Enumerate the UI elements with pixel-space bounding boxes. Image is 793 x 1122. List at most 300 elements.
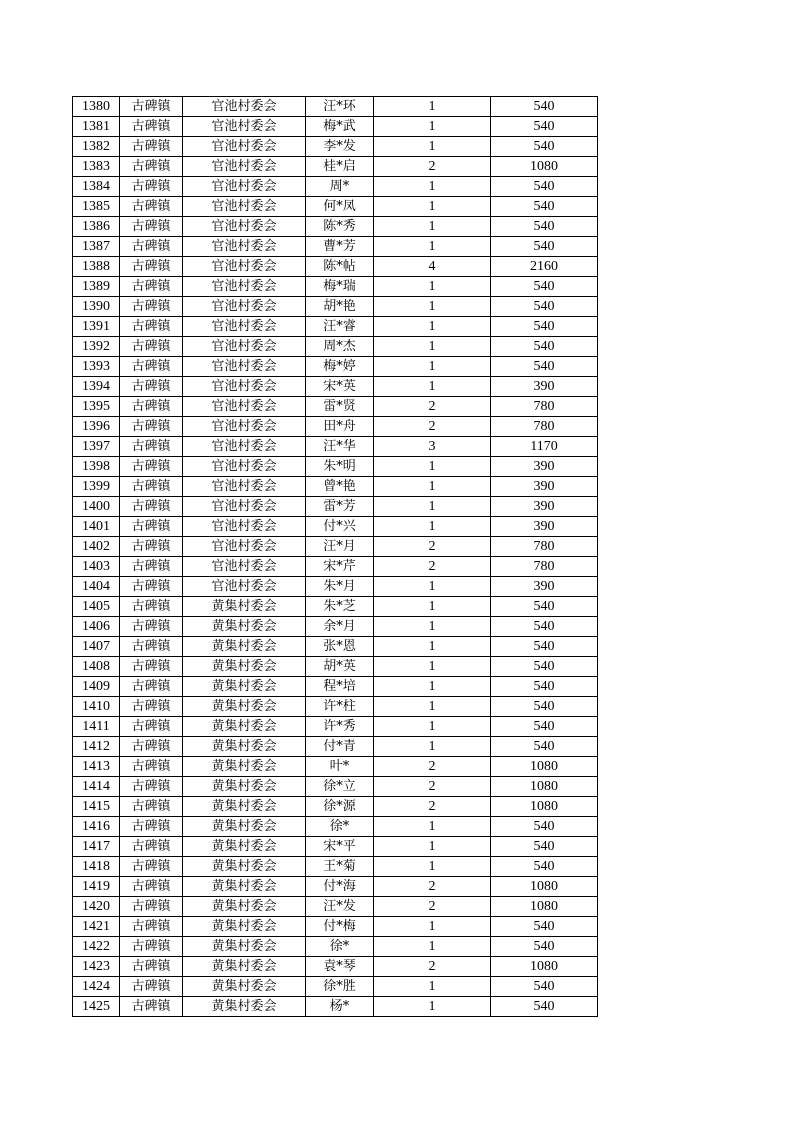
village-committee-cell: 黄集村委会 [183, 597, 306, 617]
amount-cell: 540 [491, 617, 598, 637]
name-cell: 田*舟 [306, 417, 374, 437]
name-cell: 付*梅 [306, 917, 374, 937]
table-row [73, 697, 598, 717]
serial-number-cell: 1419 [73, 877, 120, 897]
serial-number-cell: 1410 [73, 697, 120, 717]
town-cell: 古碑镇 [120, 457, 183, 477]
table-row [73, 537, 598, 557]
amount-cell: 540 [491, 917, 598, 937]
amount-cell: 540 [491, 737, 598, 757]
household-count-cell: 2 [374, 777, 491, 797]
serial-number-cell: 1387 [73, 237, 120, 257]
amount-cell: 540 [491, 277, 598, 297]
village-committee-cell: 黄集村委会 [183, 797, 306, 817]
table-row [73, 457, 598, 477]
amount-cell: 540 [491, 837, 598, 857]
amount-cell: 780 [491, 557, 598, 577]
amount-cell: 540 [491, 297, 598, 317]
village-committee-cell: 黄集村委会 [183, 957, 306, 977]
household-count-cell: 1 [374, 237, 491, 257]
village-committee-cell: 官池村委会 [183, 157, 306, 177]
serial-number-cell: 1408 [73, 657, 120, 677]
household-count-cell: 1 [374, 997, 491, 1017]
village-committee-cell: 官池村委会 [183, 317, 306, 337]
table-row [73, 877, 598, 897]
table-row [73, 417, 598, 437]
name-cell: 徐* [306, 937, 374, 957]
village-committee-cell: 黄集村委会 [183, 857, 306, 877]
serial-number-cell: 1401 [73, 517, 120, 537]
town-cell: 古碑镇 [120, 117, 183, 137]
household-count-cell: 1 [374, 857, 491, 877]
name-cell: 宋*平 [306, 837, 374, 857]
town-cell: 古碑镇 [120, 257, 183, 277]
serial-number-cell: 1420 [73, 897, 120, 917]
household-count-cell: 1 [374, 937, 491, 957]
amount-cell: 390 [491, 377, 598, 397]
table-row [73, 797, 598, 817]
town-cell: 古碑镇 [120, 997, 183, 1017]
village-committee-cell: 官池村委会 [183, 457, 306, 477]
amount-cell: 540 [491, 137, 598, 157]
name-cell: 袁*琴 [306, 957, 374, 977]
village-committee-cell: 官池村委会 [183, 197, 306, 217]
table-row [73, 337, 598, 357]
serial-number-cell: 1400 [73, 497, 120, 517]
table-row [73, 317, 598, 337]
serial-number-cell: 1394 [73, 377, 120, 397]
amount-cell: 780 [491, 417, 598, 437]
amount-cell: 390 [491, 577, 598, 597]
table-row [73, 717, 598, 737]
village-committee-cell: 官池村委会 [183, 217, 306, 237]
village-committee-cell: 黄集村委会 [183, 817, 306, 837]
household-count-cell: 4 [374, 257, 491, 277]
table-row [73, 917, 598, 937]
table-row [73, 997, 598, 1017]
amount-cell: 540 [491, 217, 598, 237]
name-cell: 许*柱 [306, 697, 374, 717]
name-cell: 朱*芝 [306, 597, 374, 617]
table-row [73, 97, 598, 117]
serial-number-cell: 1399 [73, 477, 120, 497]
serial-number-cell: 1380 [73, 97, 120, 117]
serial-number-cell: 1418 [73, 857, 120, 877]
village-committee-cell: 官池村委会 [183, 337, 306, 357]
town-cell: 古碑镇 [120, 917, 183, 937]
household-count-cell: 2 [374, 557, 491, 577]
name-cell: 汪*发 [306, 897, 374, 917]
name-cell: 徐* [306, 817, 374, 837]
town-cell: 古碑镇 [120, 157, 183, 177]
table-row [73, 237, 598, 257]
table-row [73, 677, 598, 697]
serial-number-cell: 1415 [73, 797, 120, 817]
household-count-cell: 3 [374, 437, 491, 457]
village-committee-cell: 黄集村委会 [183, 897, 306, 917]
name-cell: 许*秀 [306, 717, 374, 737]
household-count-cell: 1 [374, 117, 491, 137]
town-cell: 古碑镇 [120, 757, 183, 777]
serial-number-cell: 1397 [73, 437, 120, 457]
serial-number-cell: 1409 [73, 677, 120, 697]
town-cell: 古碑镇 [120, 377, 183, 397]
town-cell: 古碑镇 [120, 217, 183, 237]
household-count-cell: 2 [374, 757, 491, 777]
amount-cell: 1080 [491, 777, 598, 797]
town-cell: 古碑镇 [120, 737, 183, 757]
village-committee-cell: 官池村委会 [183, 117, 306, 137]
amount-cell: 540 [491, 697, 598, 717]
household-count-cell: 1 [374, 717, 491, 737]
town-cell: 古碑镇 [120, 97, 183, 117]
serial-number-cell: 1392 [73, 337, 120, 357]
town-cell: 古碑镇 [120, 897, 183, 917]
town-cell: 古碑镇 [120, 617, 183, 637]
village-committee-cell: 官池村委会 [183, 297, 306, 317]
table-row [73, 557, 598, 577]
household-count-cell: 1 [374, 597, 491, 617]
town-cell: 古碑镇 [120, 137, 183, 157]
town-cell: 古碑镇 [120, 337, 183, 357]
household-count-cell: 1 [374, 177, 491, 197]
table-row [73, 617, 598, 637]
village-committee-cell: 官池村委会 [183, 557, 306, 577]
table-row [73, 637, 598, 657]
amount-cell: 540 [491, 637, 598, 657]
village-committee-cell: 官池村委会 [183, 577, 306, 597]
name-cell: 付*海 [306, 877, 374, 897]
name-cell: 汪*华 [306, 437, 374, 457]
household-count-cell: 2 [374, 897, 491, 917]
name-cell: 宋*芹 [306, 557, 374, 577]
household-count-cell: 1 [374, 917, 491, 937]
household-count-cell: 1 [374, 137, 491, 157]
serial-number-cell: 1424 [73, 977, 120, 997]
household-count-cell: 2 [374, 157, 491, 177]
table-row [73, 477, 598, 497]
name-cell: 朱*月 [306, 577, 374, 597]
village-committee-cell: 黄集村委会 [183, 637, 306, 657]
table-row [73, 737, 598, 757]
name-cell: 胡*英 [306, 657, 374, 677]
household-count-cell: 2 [374, 957, 491, 977]
amount-cell: 540 [491, 597, 598, 617]
amount-cell: 540 [491, 117, 598, 137]
table-row [73, 137, 598, 157]
amount-cell: 540 [491, 97, 598, 117]
village-committee-cell: 黄集村委会 [183, 737, 306, 757]
village-committee-cell: 官池村委会 [183, 137, 306, 157]
table-row [73, 217, 598, 237]
town-cell: 古碑镇 [120, 297, 183, 317]
serial-number-cell: 1422 [73, 937, 120, 957]
village-committee-cell: 官池村委会 [183, 417, 306, 437]
table-row [73, 937, 598, 957]
household-count-cell: 1 [374, 317, 491, 337]
name-cell: 周*杰 [306, 337, 374, 357]
table-row [73, 117, 598, 137]
household-count-cell: 2 [374, 397, 491, 417]
table-row [73, 577, 598, 597]
name-cell: 陈*帖 [306, 257, 374, 277]
village-committee-cell: 官池村委会 [183, 237, 306, 257]
serial-number-cell: 1383 [73, 157, 120, 177]
town-cell: 古碑镇 [120, 517, 183, 537]
data-table [72, 96, 598, 1017]
serial-number-cell: 1395 [73, 397, 120, 417]
town-cell: 古碑镇 [120, 597, 183, 617]
name-cell: 付*兴 [306, 517, 374, 537]
village-committee-cell: 官池村委会 [183, 257, 306, 277]
name-cell: 陈*秀 [306, 217, 374, 237]
household-count-cell: 1 [374, 497, 491, 517]
amount-cell: 540 [491, 997, 598, 1017]
village-committee-cell: 黄集村委会 [183, 657, 306, 677]
household-count-cell: 1 [374, 737, 491, 757]
name-cell: 杨* [306, 997, 374, 1017]
household-count-cell: 1 [374, 977, 491, 997]
amount-cell: 540 [491, 237, 598, 257]
village-committee-cell: 黄集村委会 [183, 777, 306, 797]
serial-number-cell: 1384 [73, 177, 120, 197]
name-cell: 余*月 [306, 617, 374, 637]
serial-number-cell: 1411 [73, 717, 120, 737]
name-cell: 叶* [306, 757, 374, 777]
amount-cell: 540 [491, 337, 598, 357]
name-cell: 付*青 [306, 737, 374, 757]
amount-cell: 2160 [491, 257, 598, 277]
household-count-cell: 1 [374, 837, 491, 857]
name-cell: 徐*胜 [306, 977, 374, 997]
serial-number-cell: 1425 [73, 997, 120, 1017]
table-row [73, 177, 598, 197]
serial-number-cell: 1396 [73, 417, 120, 437]
serial-number-cell: 1393 [73, 357, 120, 377]
table-row [73, 977, 598, 997]
household-count-cell: 1 [374, 357, 491, 377]
table-body [73, 97, 598, 1017]
name-cell: 曾*艳 [306, 477, 374, 497]
serial-number-cell: 1382 [73, 137, 120, 157]
village-committee-cell: 官池村委会 [183, 537, 306, 557]
name-cell: 宋*英 [306, 377, 374, 397]
amount-cell: 540 [491, 677, 598, 697]
serial-number-cell: 1391 [73, 317, 120, 337]
table-row [73, 397, 598, 417]
village-committee-cell: 官池村委会 [183, 177, 306, 197]
village-committee-cell: 黄集村委会 [183, 997, 306, 1017]
serial-number-cell: 1404 [73, 577, 120, 597]
household-count-cell: 2 [374, 537, 491, 557]
village-committee-cell: 官池村委会 [183, 397, 306, 417]
table-row [73, 197, 598, 217]
name-cell: 梅*婷 [306, 357, 374, 377]
name-cell: 何*凤 [306, 197, 374, 217]
serial-number-cell: 1414 [73, 777, 120, 797]
table-row [73, 357, 598, 377]
serial-number-cell: 1417 [73, 837, 120, 857]
household-count-cell: 1 [374, 277, 491, 297]
table-row [73, 957, 598, 977]
household-count-cell: 1 [374, 377, 491, 397]
town-cell: 古碑镇 [120, 857, 183, 877]
town-cell: 古碑镇 [120, 697, 183, 717]
table-row [73, 817, 598, 837]
village-committee-cell: 官池村委会 [183, 357, 306, 377]
household-count-cell: 1 [374, 217, 491, 237]
table-row [73, 897, 598, 917]
town-cell: 古碑镇 [120, 477, 183, 497]
serial-number-cell: 1403 [73, 557, 120, 577]
serial-number-cell: 1388 [73, 257, 120, 277]
village-committee-cell: 官池村委会 [183, 497, 306, 517]
village-committee-cell: 黄集村委会 [183, 917, 306, 937]
amount-cell: 540 [491, 717, 598, 737]
serial-number-cell: 1421 [73, 917, 120, 937]
town-cell: 古碑镇 [120, 797, 183, 817]
town-cell: 古碑镇 [120, 437, 183, 457]
household-count-cell: 1 [374, 337, 491, 357]
household-count-cell: 2 [374, 417, 491, 437]
household-count-cell: 1 [374, 477, 491, 497]
town-cell: 古碑镇 [120, 397, 183, 417]
village-committee-cell: 黄集村委会 [183, 717, 306, 737]
village-committee-cell: 黄集村委会 [183, 977, 306, 997]
village-committee-cell: 黄集村委会 [183, 877, 306, 897]
amount-cell: 540 [491, 317, 598, 337]
amount-cell: 540 [491, 937, 598, 957]
amount-cell: 390 [491, 477, 598, 497]
village-committee-cell: 官池村委会 [183, 377, 306, 397]
serial-number-cell: 1381 [73, 117, 120, 137]
name-cell: 雷*贤 [306, 397, 374, 417]
town-cell: 古碑镇 [120, 497, 183, 517]
name-cell: 雷*芳 [306, 497, 374, 517]
household-count-cell: 2 [374, 877, 491, 897]
village-committee-cell: 黄集村委会 [183, 937, 306, 957]
household-count-cell: 1 [374, 97, 491, 117]
amount-cell: 540 [491, 177, 598, 197]
name-cell: 李*发 [306, 137, 374, 157]
village-committee-cell: 黄集村委会 [183, 697, 306, 717]
village-committee-cell: 黄集村委会 [183, 617, 306, 637]
village-committee-cell: 官池村委会 [183, 437, 306, 457]
name-cell: 徐*立 [306, 777, 374, 797]
town-cell: 古碑镇 [120, 937, 183, 957]
serial-number-cell: 1406 [73, 617, 120, 637]
amount-cell: 540 [491, 357, 598, 377]
serial-number-cell: 1413 [73, 757, 120, 777]
amount-cell: 540 [491, 657, 598, 677]
town-cell: 古碑镇 [120, 637, 183, 657]
village-committee-cell: 黄集村委会 [183, 677, 306, 697]
name-cell: 周* [306, 177, 374, 197]
amount-cell: 390 [491, 517, 598, 537]
amount-cell: 1080 [491, 877, 598, 897]
serial-number-cell: 1405 [73, 597, 120, 617]
amount-cell: 780 [491, 397, 598, 417]
amount-cell: 1080 [491, 957, 598, 977]
table-row [73, 777, 598, 797]
household-count-cell: 1 [374, 517, 491, 537]
town-cell: 古碑镇 [120, 657, 183, 677]
name-cell: 程*培 [306, 677, 374, 697]
name-cell: 徐*源 [306, 797, 374, 817]
amount-cell: 540 [491, 817, 598, 837]
table-row [73, 857, 598, 877]
serial-number-cell: 1389 [73, 277, 120, 297]
name-cell: 朱*明 [306, 457, 374, 477]
name-cell: 张*恩 [306, 637, 374, 657]
table-row [73, 257, 598, 277]
amount-cell: 540 [491, 977, 598, 997]
amount-cell: 1170 [491, 437, 598, 457]
amount-cell: 1080 [491, 897, 598, 917]
table-row [73, 517, 598, 537]
table-row [73, 657, 598, 677]
town-cell: 古碑镇 [120, 277, 183, 297]
amount-cell: 390 [491, 497, 598, 517]
town-cell: 古碑镇 [120, 977, 183, 997]
amount-cell: 540 [491, 857, 598, 877]
name-cell: 王*菊 [306, 857, 374, 877]
amount-cell: 390 [491, 457, 598, 477]
village-committee-cell: 官池村委会 [183, 517, 306, 537]
town-cell: 古碑镇 [120, 177, 183, 197]
serial-number-cell: 1423 [73, 957, 120, 977]
table-row [73, 497, 598, 517]
serial-number-cell: 1398 [73, 457, 120, 477]
table-row [73, 837, 598, 857]
town-cell: 古碑镇 [120, 237, 183, 257]
table-row [73, 597, 598, 617]
household-count-cell: 2 [374, 797, 491, 817]
town-cell: 古碑镇 [120, 677, 183, 697]
amount-cell: 780 [491, 537, 598, 557]
household-count-cell: 1 [374, 697, 491, 717]
household-count-cell: 1 [374, 817, 491, 837]
household-count-cell: 1 [374, 637, 491, 657]
amount-cell: 1080 [491, 157, 598, 177]
table-row [73, 157, 598, 177]
household-count-cell: 1 [374, 617, 491, 637]
amount-cell: 1080 [491, 797, 598, 817]
household-count-cell: 1 [374, 197, 491, 217]
amount-cell: 540 [491, 197, 598, 217]
household-count-cell: 1 [374, 297, 491, 317]
town-cell: 古碑镇 [120, 877, 183, 897]
amount-cell: 1080 [491, 757, 598, 777]
town-cell: 古碑镇 [120, 837, 183, 857]
household-count-cell: 1 [374, 677, 491, 697]
name-cell: 梅*武 [306, 117, 374, 137]
town-cell: 古碑镇 [120, 357, 183, 377]
village-committee-cell: 黄集村委会 [183, 837, 306, 857]
table-row [73, 277, 598, 297]
name-cell: 梅*瑞 [306, 277, 374, 297]
name-cell: 桂*启 [306, 157, 374, 177]
table-row [73, 297, 598, 317]
table-row [73, 437, 598, 457]
village-committee-cell: 黄集村委会 [183, 757, 306, 777]
household-count-cell: 1 [374, 577, 491, 597]
serial-number-cell: 1407 [73, 637, 120, 657]
town-cell: 古碑镇 [120, 557, 183, 577]
name-cell: 汪*月 [306, 537, 374, 557]
name-cell: 汪*环 [306, 97, 374, 117]
town-cell: 古碑镇 [120, 717, 183, 737]
